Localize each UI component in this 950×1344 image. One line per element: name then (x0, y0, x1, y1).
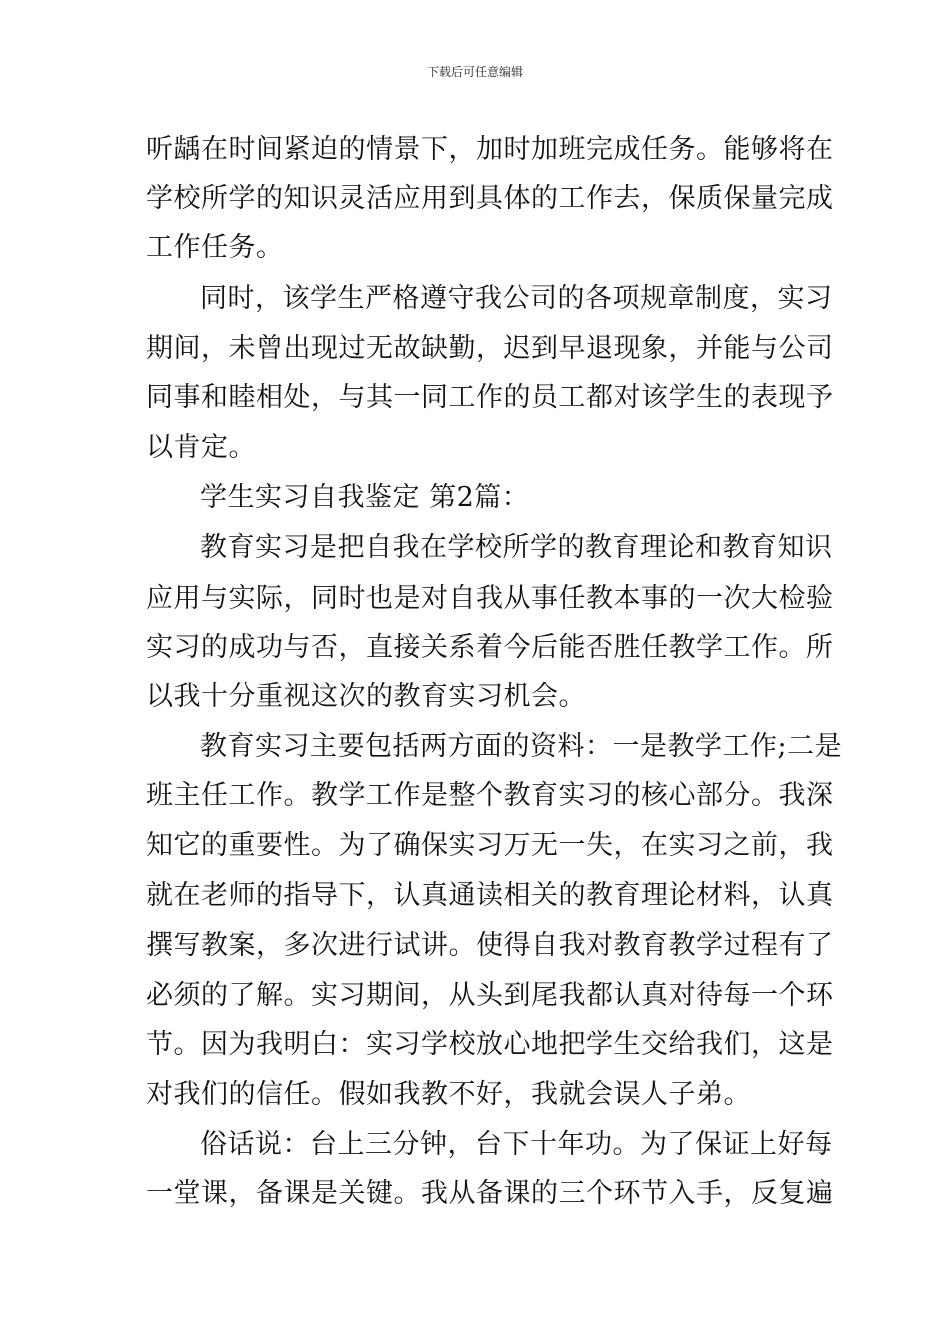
text-line: 听龋在时间紧迫的情景下，加时加班完成任务。能够将在 (146, 134, 834, 165)
page-header: 下载后可任意编辑 (426, 65, 523, 79)
text-line: 就在老师的指导下，认真通读相关的教育理论材料，认真 (146, 880, 834, 911)
text-line: 以我十分重视这次的教育实习机会。 (146, 681, 586, 712)
text-line: 实习的成功与否，直接关系着今后能否胜任教学工作。所 (146, 632, 834, 663)
text-line: 学校所学的知识灵活应用到具体的工作去，保质保量完成 (146, 183, 834, 214)
text-line: 对我们的信任。假如我教不好，我就会误人子弟。 (146, 1079, 751, 1110)
text-line: 教育实习是把自我在学校所学的教育理论和教育知识 (200, 532, 833, 563)
text-line: 工作任务。 (146, 232, 284, 263)
text-line: 期间，未曾出现过无故缺勤，迟到早退现象，并能与公司 (146, 333, 834, 364)
text-line: 同时，该学生严格遵守我公司的各项规章制度，实习 (200, 283, 833, 314)
text-line: 节。因为我明白：实习学校放心地把学生交给我们，这是 (146, 1029, 834, 1060)
text-line: 知它的重要性。为了确保实习万无一失，在实习之前，我 (146, 830, 834, 861)
text-line: 应用与实际，同时也是对自我从事任教本事的一次大检验 (146, 583, 834, 614)
text-line: 同事和睦相处，与其一同工作的员工都对该学生的表现予 (146, 382, 834, 413)
section-heading: 学生实习自我鉴定 第2篇： (200, 482, 530, 513)
text-line: 必须的了解。实习期间，从头到尾我都认真对待每一个环 (146, 980, 834, 1011)
text-line: 俗话说：台上三分钟，台下十年功。为了保证上好每 (200, 1129, 833, 1160)
text-line: 教育实习主要包括两方面的资料：一是教学工作;二是 (200, 731, 843, 762)
text-line: 班主任工作。教学工作是整个教育实习的核心部分。我深 (146, 780, 834, 811)
text-line: 撰写教案，多次进行试讲。使得自我对教育教学过程有了 (146, 930, 834, 961)
text-line: 以肯定。 (146, 432, 256, 463)
text-line: 一堂课，备课是关键。我从备课的三个环节入手，反复遍 (146, 1178, 834, 1209)
